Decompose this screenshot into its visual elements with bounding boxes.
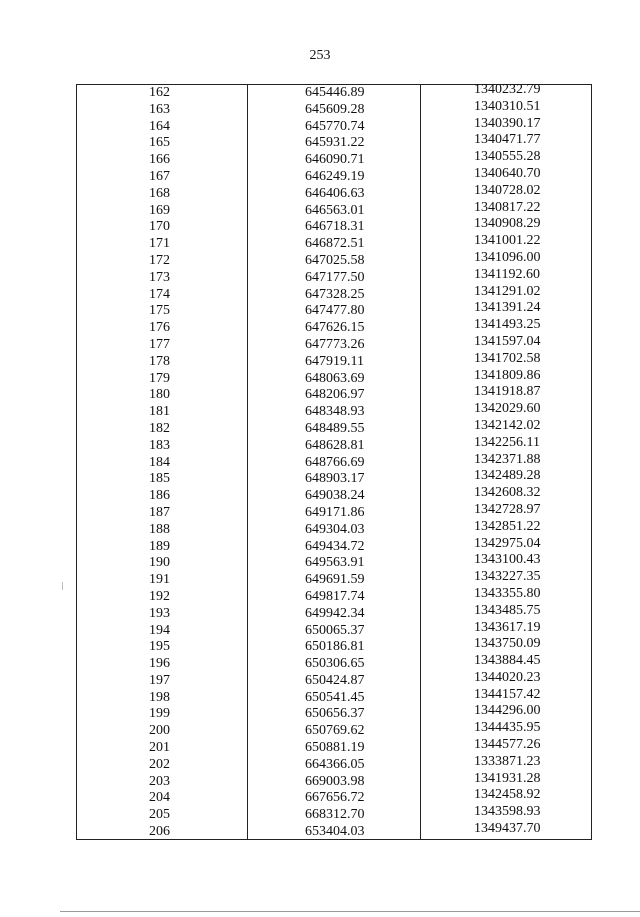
x-coordinate: 647626.15 [305,320,365,336]
x-coordinate: 646872.51 [305,236,365,252]
coordinate-table [76,84,592,840]
x-coordinate: 647177.50 [305,269,365,285]
point-number: 194 [149,622,170,638]
y-coordinate: 1341493.25 [474,317,541,333]
point-number: 195 [149,639,170,655]
x-coordinate: 669003.98 [305,773,365,789]
y-coordinate: 1341001.22 [474,233,541,249]
x-coordinate: 648063.69 [305,370,365,386]
point-number: 203 [149,773,170,789]
y-coordinate: 1342029.60 [474,401,541,417]
x-coordinate: 647477.80 [305,303,365,319]
y-coordinate: 1340908.29 [474,216,541,232]
point-number: 169 [149,202,170,218]
x-coordinate: 647328.25 [305,286,365,302]
point-number: 174 [149,286,170,302]
x-coordinate: 645931.22 [305,135,365,151]
point-number: 187 [149,504,170,520]
point-number: 180 [149,387,170,403]
point-number: 197 [149,672,170,688]
x-coordinate: 650065.37 [305,622,365,638]
point-number: 205 [149,807,170,823]
y-coordinate: 1344157.42 [474,686,541,702]
y-coordinate: 1344577.26 [474,737,541,753]
page-number: 253 [309,48,331,63]
point-number: 201 [149,740,170,756]
margin-mark [62,582,63,590]
y-coordinate: 1333871.23 [474,753,541,769]
x-coordinate: 668312.70 [305,807,365,823]
y-coordinate: 1340471.77 [474,132,541,148]
y-coordinate: 1343598.93 [474,804,541,820]
point-number: 186 [149,488,170,504]
x-coordinate: 664366.05 [305,756,365,772]
point-number: 176 [149,320,170,336]
y-coordinate: 1343355.80 [474,585,541,601]
x-coordinate: 649434.72 [305,538,365,554]
point-number: 183 [149,437,170,453]
x-coordinate: 650306.65 [305,656,365,672]
x-coordinate: 667656.72 [305,790,365,806]
y-coordinate: 1343227.35 [474,569,541,585]
y-coordinate: 1343100.43 [474,552,541,568]
point-number: 206 [149,824,170,840]
y-coordinate: 1340817.22 [474,199,541,215]
y-coordinate: 1342851.22 [474,518,541,534]
point-number: 188 [149,521,170,537]
point-number: 164 [149,118,170,134]
point-number: 172 [149,252,170,268]
x-coordinate: 648206.97 [305,387,365,403]
point-number: 196 [149,656,170,672]
bottom-rule [60,911,640,912]
point-number: 168 [149,185,170,201]
point-number: 191 [149,572,170,588]
point-number: 193 [149,605,170,621]
y-coordinate: 1341702.58 [474,350,541,366]
y-coordinate: 1340310.51 [474,98,541,114]
point-number: 163 [149,101,170,117]
y-coordinate: 1344020.23 [474,669,541,685]
x-coordinate: 649304.03 [305,521,365,537]
point-number: 184 [149,454,170,470]
y-coordinate: 1343884.45 [474,653,541,669]
y-coordinate: 1342608.32 [474,485,541,501]
x-coordinate: 645609.28 [305,101,365,117]
x-coordinate: 650769.62 [305,723,365,739]
point-number: 177 [149,336,170,352]
point-number: 190 [149,555,170,571]
x-coordinate: 646090.71 [305,152,365,168]
point-number: 181 [149,404,170,420]
x-coordinate: 645446.89 [305,85,365,100]
x-coordinate: 650541.45 [305,689,365,705]
point-number: 198 [149,689,170,705]
point-number: 189 [149,538,170,554]
point-number: 170 [149,219,170,235]
x-coordinate: 648766.69 [305,454,365,470]
point-number: 182 [149,420,170,436]
point-number: 173 [149,269,170,285]
y-coordinate: 1340728.02 [474,182,541,198]
y-coordinate: 1342728.97 [474,501,541,517]
x-coordinate: 649038.24 [305,488,365,504]
x-coordinate: 650186.81 [305,639,365,655]
x-coordinate: 653404.03 [305,824,365,840]
x-coordinate: 650881.19 [305,740,365,756]
y-coordinate: 1340555.28 [474,149,541,165]
y-coordinate: 1341096.00 [474,249,541,265]
point-number: 192 [149,588,170,604]
x-coordinate: 645770.74 [305,118,365,134]
x-coordinate: 649817.74 [305,588,365,604]
y-coordinate: 1344435.95 [474,720,541,736]
x-coordinate: 646406.63 [305,185,365,201]
y-coordinate: 1340640.70 [474,165,541,181]
point-number: 185 [149,471,170,487]
y-coordinate: 1342371.88 [474,451,541,467]
point-number: 171 [149,236,170,252]
y-coordinate: 1342142.02 [474,417,541,433]
point-number: 175 [149,303,170,319]
x-coordinate: 646563.01 [305,202,365,218]
y-coordinate: 1342458.92 [474,787,541,803]
y-coordinate: 1343617.19 [474,619,541,635]
point-number: 167 [149,168,170,184]
y-coordinate: 1343485.75 [474,602,541,618]
point-number: 199 [149,706,170,722]
x-coordinate: 648489.55 [305,420,365,436]
y-coordinate: 1341291.02 [474,283,541,299]
x-coordinate: 650424.87 [305,672,365,688]
point-number: 178 [149,353,170,369]
y-coordinate: 1341809.86 [474,367,541,383]
x-coordinate: 649171.86 [305,504,365,520]
y-coordinate: 1341918.87 [474,384,541,400]
x-coordinate: 648348.93 [305,404,365,420]
x-coordinate: 649942.34 [305,605,365,621]
x-coordinate: 647773.26 [305,336,365,352]
x-coordinate: 649563.91 [305,555,365,571]
x-coordinate: 648903.17 [305,471,365,487]
point-number: 162 [149,85,170,100]
y-coordinate: 1343750.09 [474,636,541,652]
x-coordinate: 647919.11 [305,353,364,369]
table-body [77,82,591,841]
y-coordinate: 1342256.11 [474,434,540,450]
x-coordinate: 647025.58 [305,252,365,268]
table-row [77,821,591,841]
y-coordinate: 1341192.60 [474,266,540,282]
y-coordinate: 1341931.28 [474,770,541,786]
y-coordinate: 1340232.79 [474,82,541,97]
x-coordinate: 650656.37 [305,706,365,722]
y-coordinate: 1344296.00 [474,703,541,719]
point-number: 204 [149,790,170,806]
point-number: 166 [149,152,170,168]
x-coordinate: 648628.81 [305,437,365,453]
x-coordinate: 649691.59 [305,572,365,588]
y-coordinate: 1340390.17 [474,115,541,131]
y-coordinate: 1341391.24 [474,300,541,316]
x-coordinate: 646718.31 [305,219,365,235]
point-number: 165 [149,135,170,151]
y-coordinate: 1342975.04 [474,535,541,551]
x-coordinate: 646249.19 [305,168,365,184]
y-coordinate: 1349437.70 [474,821,541,837]
point-number: 179 [149,370,170,386]
point-number: 200 [149,723,170,739]
y-coordinate: 1342489.28 [474,468,541,484]
point-number: 202 [149,756,170,772]
y-coordinate: 1341597.04 [474,333,541,349]
